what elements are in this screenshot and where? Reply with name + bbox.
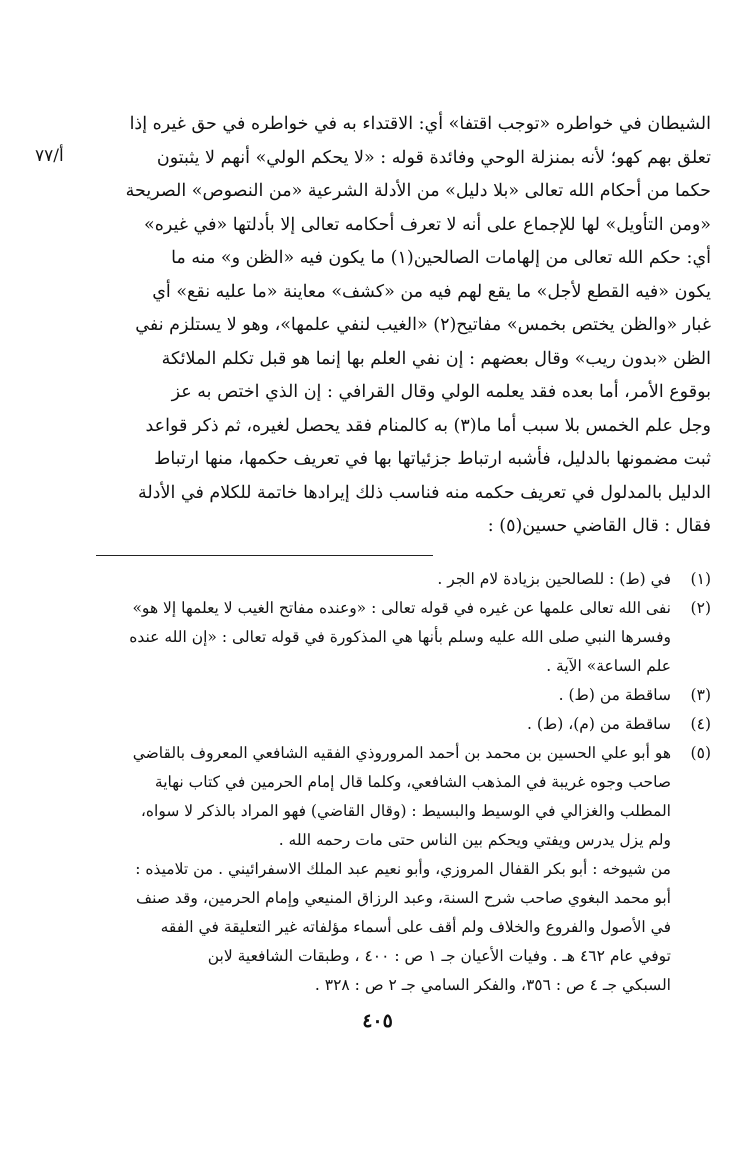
footnote-number: (٢) xyxy=(690,599,711,617)
page-number: ٤٠٥ xyxy=(362,1010,393,1032)
footnote-line: ساقطة من (م)، (ط) . xyxy=(526,715,671,733)
footnote-line: أبو محمد البغوي صاحب شرح السنة، وعبد الرزاق المنيعي وإمام الحرمين، وقد صنف xyxy=(136,889,671,907)
manuscript-folio-marker: أ/٧٧ xyxy=(35,146,64,166)
footnote-line: وفسرها النبي صلى الله عليه وسلم بأنها هي المذكورة في قوله تعالى : «إن الله عنده xyxy=(129,628,671,646)
footnote-item xyxy=(96,681,711,710)
main-text-line: فقال : قال القاضي حسين(٥) : xyxy=(487,516,711,536)
main-text-line: يكون «فيه القطع لأجل» ما يقع لهم فيه من «كشف» معاينة «ما عليه نقع» أي xyxy=(152,281,711,302)
footnote-line: توفي عام ٤٦٢ هـ . وفيات الأعيان جـ ١ ص : ٤٠٠ ، وطبقات الشافعية لابن xyxy=(207,947,671,965)
main-text-block xyxy=(96,108,711,544)
footnote-line: علم الساعة» الآية . xyxy=(546,657,671,675)
main-text-line: حكما من أحكام الله تعالى «بلا دليل» من الأدلة الشرعية «من النصوص» الصريحة xyxy=(125,181,711,201)
footnote-item xyxy=(96,565,711,594)
footnotes xyxy=(96,565,711,1000)
footnote-line: صاحب وجوه غريبة في المذهب الشافعي، وكلما قال إمام الحرمين في كتاب نهاية xyxy=(154,773,671,791)
footnote-item xyxy=(96,594,711,681)
footnote-line: في (ط) : للصالحين بزيادة لام الجر . xyxy=(437,570,671,588)
footnote-line: ساقطة من (ط) . xyxy=(558,686,671,704)
footnote-line: من شيوخه : أبو بكر القفال المروزي، وأبو نعيم عبد الملك الاسفرائيني . من تلاميذه : xyxy=(135,860,671,878)
footnote-separator xyxy=(96,555,433,556)
footnote-item xyxy=(96,710,711,739)
main-text-line: ثبت مضمونها بالدليل، فأشبه ارتباط جزئياتها بها في تعريف حكمها، منها ارتباط xyxy=(154,449,711,469)
main-text-line: وجل علم الخمس بلا سبب أما ما(٣) به كالمنام فقد يحصل لغيره، ثم ذكر قواعد xyxy=(145,415,711,436)
footnote-line: في الأصول والفروع والخلاف ولم أقف على أسماء مؤلفاته غير التعليقة في الفقه xyxy=(160,918,671,936)
main-text-line: الدليل بالمدلول في تعريف حكمه منه فناسب ذلك إيرادها خاتمة للكلام في الأدلة xyxy=(137,482,711,503)
footnote-line: نفى الله تعالى علمها عن غيره في قوله تعالى : «وعنده مفاتح الغيب لا يعلمها إلا هو» xyxy=(132,599,671,617)
footnote-number: (٥) xyxy=(690,744,711,762)
footnote-line: هو أبو علي الحسين بن محمد بن أحمد المروروذي الفقيه الشافعي المعروف بالقاضي xyxy=(132,744,671,762)
main-text-line: بوقوع الأمر، أما بعده فقد يعلمه الولي وقال القرافي : إن الذي اختص به عز xyxy=(171,382,711,402)
footnote-number: (١) xyxy=(690,570,711,588)
footnote-number: (٣) xyxy=(690,686,711,704)
main-text-line: الشيطان في خواطره «توجب اقتفا» أي: الاقتداء به في خواطره في حق غيره إذا xyxy=(129,114,711,134)
main-text-line: «ومن التأويل» لها للإجماع على أنه لا تعرف أحكامه تعالى إلا بأدلتها «في غيره» xyxy=(144,214,711,235)
main-text-line: غبار «والظن يختص بخمس» مفاتيح(٢) «الغيب لنفي علمها»، وهو لا يستلزم نفي xyxy=(135,315,711,335)
main-text-line: تعلق بهم كهو؛ لأنه بمنزلة الوحي وفائدة قوله : «لا يحكم الولي» أنهم لا يثبتون xyxy=(156,147,711,168)
footnote-line: المطلب والغزالي في الوسيط والبسيط : (وقال القاضي) فهو المراد بالذكر لا سواه، xyxy=(140,802,671,820)
footnote-number: (٤) xyxy=(690,715,711,733)
footnote-line: ولم يزل يدرس ويفتي ويحكم بين الناس حتى مات رحمه الله . xyxy=(278,831,671,849)
footnote-item xyxy=(96,739,711,1000)
main-text-line: الظن «بدون ريب» وقال بعضهم : إن نفي العلم بها إنما هو قبل تكلم الملائكة xyxy=(161,348,711,369)
main-text-line: أي: حكم الله تعالى من إلهامات الصالحين(١) ما يكون فيه «الظن و» منه ما xyxy=(171,248,711,268)
footnote-line: السبكي جـ ٤ ص : ٣٥٦، والفكر السامي جـ ٢ ص : ٣٢٨ . xyxy=(314,976,671,994)
